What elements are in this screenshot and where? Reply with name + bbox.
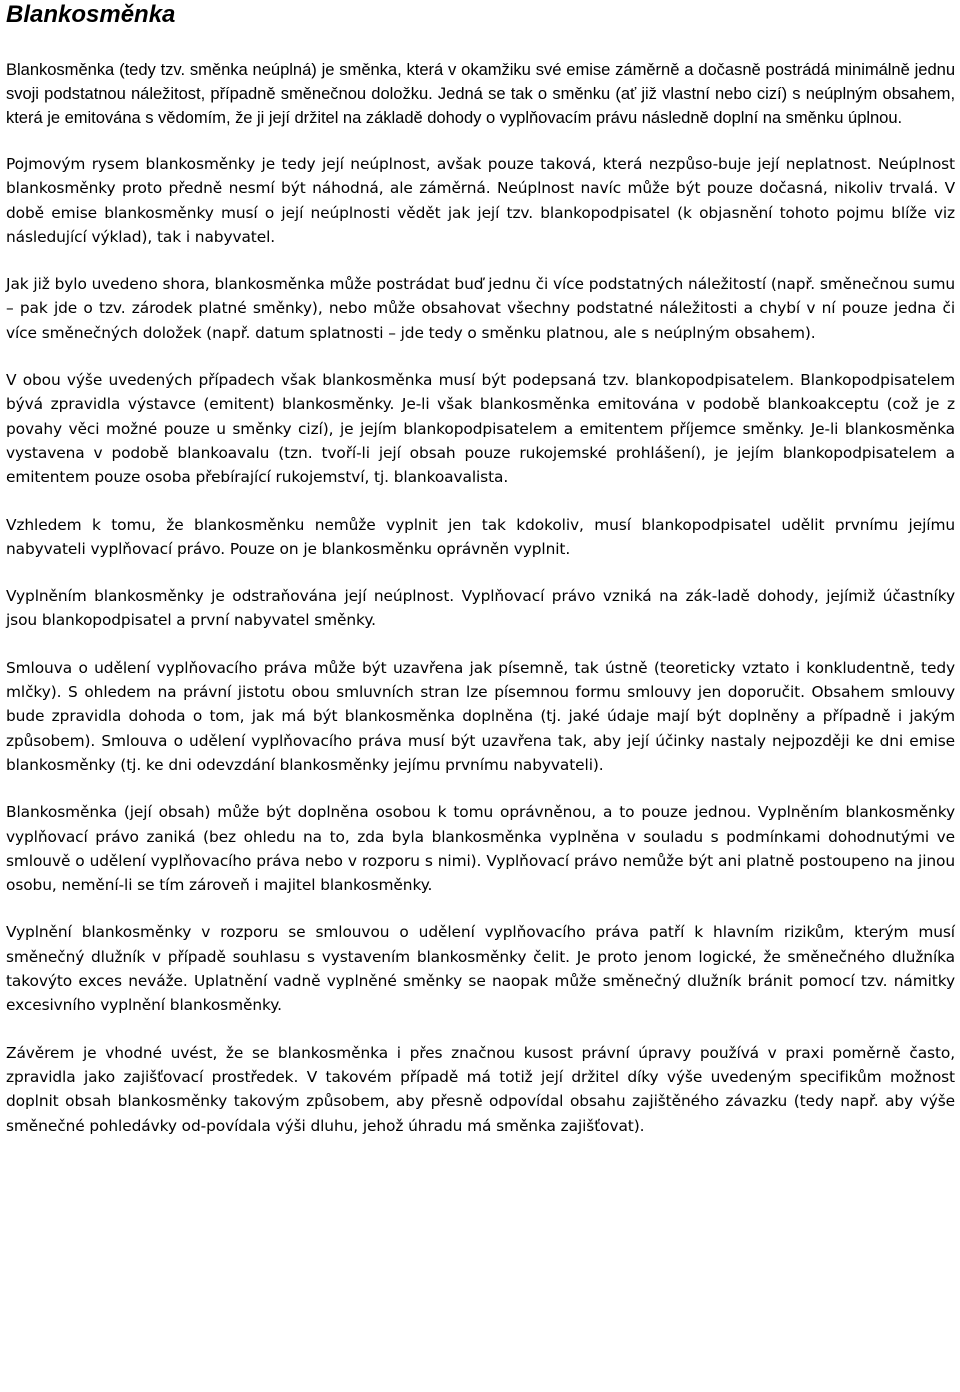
paragraph-completion: Blankosměnka (její obsah) může být doplněna osobou k tomu oprávněnou, a to pouze jednou. Vyplněním blankosměnky vyplňovací právo zaniká (bez ohledu na to, zda byla blankosměnka vyplněna v souladu s podmínkami dohodnutými ve smlouvě o udělení vyplňovacího práva nebo v rozporu s nimi). Vyplňovací právo nemůže být ani platně postoupeno na jinou osobu, nemění-li se tím zároveň i majitel blankosměnky. xyxy=(6,803,955,895)
page-title: Blankosměnka xyxy=(6,1,176,28)
paragraph-missing-elements: Jak již bylo uvedeno shora, blankosměnka může postrádat buď jednu či více podstatných náležitostí (např. směnečnou sumu – pak jde o tzv. zárodek platné směnky), nebo může obsahovat všechny podstatné náležitosti a chybí v ní pouze jedna či více směnečných doložek (např. datum splatnosti – jde tedy o směnku platnou, ale s neúplným obsahem). xyxy=(6,275,955,342)
paragraph-blank-signatory: V obou výše uvedených případech však blankosměnka musí být podepsaná tzv. blankopodpisatelem. Blankopodpisatelem bývá zpravidla výstavce (emitent) blankosměnky. Je-li však blankosměnka emitována v podobě blankoakceptu (což je z povahy věci možné pouze u směnky cizí), je jejím blankopodpisatelem a emitentem příjemce směnky. Je-li blankosměnka vystavena v podobě blankoavalu (tzn. tvoří-li její obsah pouze rukojemské prohlášení), je jejím blankopodpisatelem a emitentem pouze osoba přebírající rukojemství, tj. blankoavalista. xyxy=(6,371,955,487)
paragraph-contract-form: Smlouva o udělení vyplňovacího práva může být uzavřena jak písemně, tak ústně (teoreticky vztato i konkludentně, tedy mlčky). S ohledem na právní jistotu obou smluvních stran lze písemnou formu smlouvy jen doporučit. Obsahem smlouvy bude zpravidla dohoda o tom, jak má být blankosměnka doplněna (tj. jaké údaje mají být doplněny a případně i jakým způsobem). Smlouva o udělení vyplňovacího práva musí být uzavřena tak, aby její účinky nastaly nejpozději ke dni emise blankosměnky (tj. ke dni odevzdání blankosměnky jejímu prvnímu nabyvateli). xyxy=(6,658,955,774)
paragraph-definition: Blankosměnka (tedy tzv. směnka neúplná) je směnka, která v okamžiku své emise záměrně a dočasně postrádá minimálně jednu svoji podstatnou náležitost, případně směnečnou doložku. Jedná se tak o směnku (ať již vlastní nebo cizí) s neúplným obsahem, která je emitována s vědomím, že ji její držitel na základě dohody o vyplňovacím právu následně doplní na směnku úplnou. xyxy=(6,60,955,127)
paragraph-risks: Vyplnění blankosměnky v rozporu se smlouvou o udělení vyplňovacího práva patří k hlavním rizikům, kterým musí směnečný dlužník v případě souhlasu s vystavením blankosměnky čelit. Je proto jenom logické, že směnečného dlužníka takovýto exces neváže. Uplatnění vadně vyplněné směnky se naopak může směnečný dlužník bránit pomocí tzv. námitky excesivního vyplnění blankosměnky. xyxy=(6,923,955,1015)
paragraph-incompleteness: Pojmovým rysem blankosměnky je tedy její neúplnost, avšak pouze taková, která nezpůso-buje její neplatnost. Neúplnost blankosměnky proto předně nesmí být náhodná, ale záměrná. Neúplnost navíc může být pouze dočasná, nikoliv trvalá. V době emise blankosměnky musí o její neúplnosti vědět jak její tzv. blankopodpisatel (k objasnění tohoto pojmu blíže viz následující výklad), tak i nabyvatel. xyxy=(6,155,955,246)
paragraph-filling-agreement: Vyplněním blankosměnky je odstraňována její neúplnost. Vyplňovací právo vzniká na zák-ladě dohody, jejímiž účastníky jsou blankopodpisatel a první nabyvatel směnky. xyxy=(6,587,955,630)
paragraph-conclusion: Závěrem je vhodné uvést, že se blankosměnka i přes značnou kusost právní úpravy používá v praxi poměrně často, zpravidla jako zajišťovací prostředek. V takovém případě má totiž její držitel díky výše uvedeným specifikům možnost doplnit obsah blankosměnky takovým způsobem, aby přesně odpovídal obsahu zajištěného závazku (tedy např. aby výše směnečné pohledávky od-povídala výši dluhu, jehož úhradu má směnka zajišťovat). xyxy=(6,1043,955,1135)
paragraph-filling-right: Vzhledem k tomu, že blankosměnku nemůže vyplnit jen tak kdokoliv, musí blankopodpisatel udělit prvnímu jejímu nabyvateli vyplňovací právo. Pouze on je blankosměnku oprávněn vyplnit. xyxy=(6,515,955,558)
